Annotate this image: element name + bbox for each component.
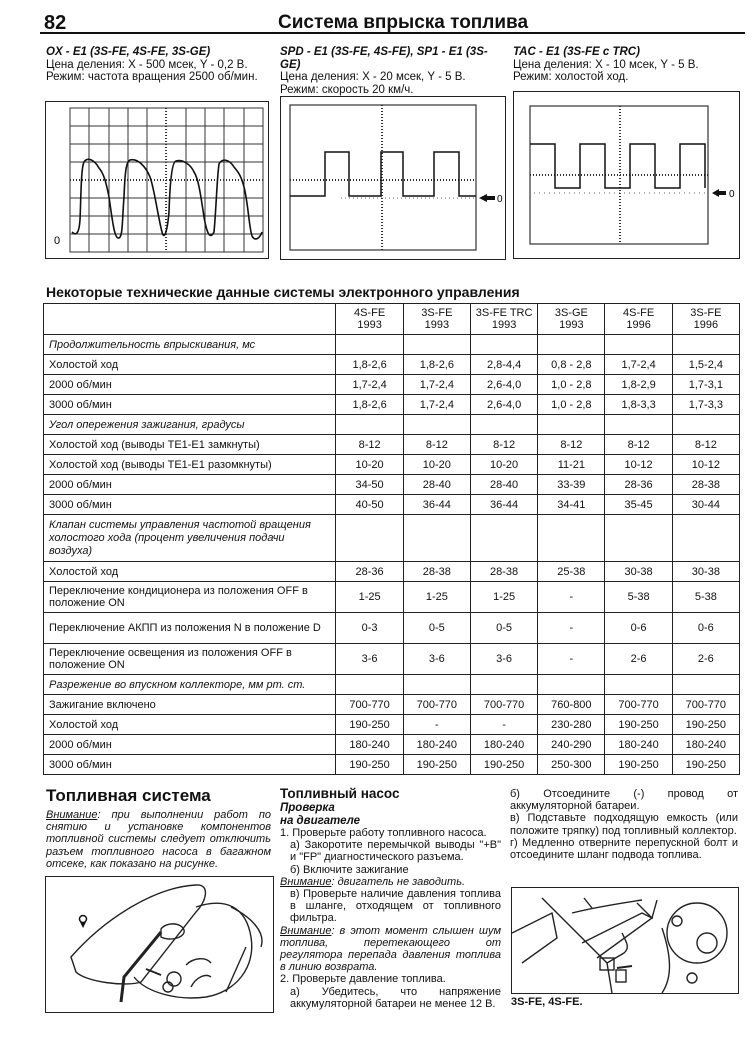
column-year: 1993: [357, 319, 382, 331]
table-cell: 8-12: [403, 435, 470, 455]
table-cell: 190-250: [470, 755, 537, 775]
table-cell: 700-770: [336, 695, 403, 715]
trunk-illustration: [46, 877, 273, 1012]
table-cell: 28-40: [470, 475, 537, 495]
zero-label: 0: [497, 194, 503, 205]
fuel-bolt-figure: [511, 887, 739, 994]
table-cell: [336, 675, 403, 695]
oscillogram-title: SPD - E1 (3S-FE, 4S-FE), SP1 - E1 (3S-GE): [280, 46, 488, 71]
table-category-row: [44, 335, 740, 355]
table-cell: 190-250: [672, 755, 739, 775]
table-cell: -: [403, 715, 470, 735]
table-cell: 25-38: [538, 562, 605, 582]
table-row: [44, 644, 740, 675]
table-cell: 3-6: [336, 644, 403, 675]
table-row: [44, 715, 740, 735]
column-header: [403, 304, 470, 335]
page-header: [40, 8, 745, 34]
table-cell: [403, 515, 470, 562]
table-row: [44, 735, 740, 755]
table-cell: 28-36: [336, 562, 403, 582]
row-label: Переключение кондиционера из положения OFF в положение ON: [44, 582, 336, 613]
table-cell: [470, 675, 537, 695]
oscillogram-mode: Режим: холостой ход.: [513, 71, 629, 83]
table-cell: [336, 515, 403, 562]
table-cell: 34-50: [336, 475, 403, 495]
table-cell: 35-45: [605, 495, 672, 515]
step-1c: в) Проверьте наличие давления топлива в шланге, отходящем от топливного фильтра.: [290, 888, 501, 925]
oscillogram-ox: [45, 101, 269, 259]
table-row: [44, 475, 740, 495]
column-year: 1996: [693, 319, 719, 331]
table-cell: 180-240: [470, 735, 537, 755]
table-cell: [605, 515, 672, 562]
table-cell: 28-38: [470, 562, 537, 582]
table-cell: 1,7-3,1: [672, 375, 739, 395]
table-category-row: [44, 415, 740, 435]
table-cell: 2,6-4,0: [470, 395, 537, 415]
column-header: [336, 304, 403, 335]
table-cell: 1,7-2,4: [336, 375, 403, 395]
table-cell: 30-38: [672, 562, 739, 582]
table-cell: 0-6: [672, 613, 739, 644]
table-cell: 1,8-2,6: [336, 355, 403, 375]
subheading-on-engine: на двигателе: [280, 814, 361, 827]
table-cell: [336, 335, 403, 355]
step-1: 1. Проверьте работу топливного насоса.: [280, 827, 487, 839]
table-cell: 1,8-2,6: [403, 355, 470, 375]
column-header: [672, 304, 739, 335]
warning-note: [280, 925, 501, 974]
table-cell: 36-44: [470, 495, 537, 515]
table-cell: 34-41: [538, 495, 605, 515]
row-label: 3000 об/мин: [44, 755, 336, 775]
oscillogram-spd: [280, 96, 506, 260]
table-row: [44, 355, 740, 375]
table-cell: 2-6: [605, 644, 672, 675]
table-cell: [538, 335, 605, 355]
fuel-pump-section: [280, 786, 501, 1010]
column-header: [470, 304, 537, 335]
table-cell: 28-40: [403, 475, 470, 495]
subheading-check: Проверка: [280, 802, 335, 814]
warning-label: Внимание: [280, 924, 332, 937]
zero-arrow-icon: [712, 189, 726, 197]
row-label: Угол опережения зажигания, градусы: [44, 415, 336, 435]
row-label: Холостой ход: [44, 715, 336, 735]
table-cell: 8-12: [672, 435, 739, 455]
row-label: 2000 об/мин: [44, 735, 336, 755]
oscillogram-spd-graph: [281, 97, 505, 259]
table-cell: 180-240: [336, 735, 403, 755]
column-engine: 3S-FE TRC: [475, 307, 533, 319]
right-column: [510, 788, 738, 861]
section-heading: Топливный насос: [280, 786, 400, 801]
row-label: Разрежение во впускном коллекторе, мм рт. ст.: [44, 675, 336, 695]
table-cell: 1-25: [336, 582, 403, 613]
table-cell: [403, 415, 470, 435]
table-cell: 5-38: [672, 582, 739, 613]
specs-table-body: [44, 304, 740, 775]
table-cell: 190-250: [672, 715, 739, 735]
table-cell: 1,5-2,4: [672, 355, 739, 375]
table-row: [44, 375, 740, 395]
table-cell: 10-20: [336, 455, 403, 475]
table-cell: [470, 515, 537, 562]
table-cell: 1,8-3,3: [605, 395, 672, 415]
table-cell: -: [538, 644, 605, 675]
table-cell: [538, 515, 605, 562]
table-cell: 11-21: [538, 455, 605, 475]
column-header: [605, 304, 672, 335]
table-category-row: [44, 675, 740, 695]
table-cell: 5-38: [605, 582, 672, 613]
step-2: 2. Проверьте давление топлива.: [280, 973, 446, 986]
zero-label: 0: [729, 189, 735, 200]
table-row: [44, 435, 740, 455]
table-cell: 10-20: [403, 455, 470, 475]
table-cell: 700-770: [672, 695, 739, 715]
table-cell: -: [538, 582, 605, 613]
table-cell: 1,7-2,4: [605, 355, 672, 375]
table-cell: 8-12: [538, 435, 605, 455]
row-label: Переключение освещения из положения OFF в положение ON: [44, 644, 336, 675]
table-cell: 1-25: [470, 582, 537, 613]
grid: [530, 106, 708, 244]
table-header-row: [44, 304, 740, 335]
table-row: [44, 562, 740, 582]
table-cell: -: [538, 613, 605, 644]
step-2c: в) Подставьте подходящую емкость (или положите тряпку) под топливный коллектор.: [510, 812, 738, 837]
table-cell: 190-250: [336, 715, 403, 735]
row-label: Клапан системы управления частотой вращения холостого хода (процент увеличения подачи воздуха): [44, 515, 336, 562]
table-cell: 1,7-2,4: [403, 375, 470, 395]
oscillogram-mode: Режим: частота вращения 2500 об/мин.: [46, 71, 258, 83]
oscillogram-caption-tac: [513, 46, 738, 84]
table-cell: [538, 675, 605, 695]
table-cell: [672, 515, 739, 562]
table-cell: 2-6: [672, 644, 739, 675]
column-year: 1993: [559, 319, 584, 331]
table-row: [44, 395, 740, 415]
table-row: [44, 582, 740, 613]
table-cell: 1,7-2,4: [403, 395, 470, 415]
table-cell: 3-6: [470, 644, 537, 675]
table-row: [44, 755, 740, 775]
column-engine: 3S-FE: [690, 307, 722, 319]
warning-note: [280, 876, 501, 888]
row-label: Переключение АКПП из положения N в положение D: [44, 613, 336, 644]
table-title: Некоторые технические данные системы электронного управления: [46, 284, 520, 300]
row-label: Зажигание включено: [44, 695, 336, 715]
table-cell: 700-770: [403, 695, 470, 715]
table-cell: 28-38: [403, 562, 470, 582]
table-cell: 230-280: [538, 715, 605, 735]
row-label: 2000 об/мин: [44, 475, 336, 495]
table-cell: [470, 415, 537, 435]
row-label: Продолжительность впрыскивания, мс: [44, 335, 336, 355]
table-cell: 40-50: [336, 495, 403, 515]
warning-text: : двигатель не заводить.: [331, 875, 466, 888]
table-cell: 10-12: [605, 455, 672, 475]
column-year: 1993: [424, 319, 450, 331]
table-cell: 8-12: [470, 435, 537, 455]
warning-text: : в этот момент слышен шум топлива, перетекающего от регулятора перепада давления топлива в линию возврата.: [280, 924, 501, 974]
row-label: 3000 об/мин: [44, 495, 336, 515]
table-cell: 10-20: [470, 455, 537, 475]
table-row: [44, 613, 740, 644]
table-cell: [672, 675, 739, 695]
step-2a: а) Убедитесь, что напряжение аккумуляторной батареи не менее 12 В.: [290, 985, 501, 1010]
fuel-system-section: [46, 786, 271, 870]
table-cell: [672, 415, 739, 435]
column-year: 1996: [626, 319, 651, 331]
page-title: Система впрыска топлива: [278, 12, 529, 33]
table-cell: [403, 335, 470, 355]
table-cell: [605, 335, 672, 355]
oscillogram-mode: Режим: скорость 20 км/ч.: [280, 83, 414, 96]
table-cell: 190-250: [605, 715, 672, 735]
table-row: [44, 695, 740, 715]
table-cell: 1-25: [403, 582, 470, 613]
oscillogram-ox-graph: [46, 102, 268, 258]
column-engine: 4S-FE: [623, 307, 655, 319]
fuel-pump-connector-figure: [45, 876, 274, 1013]
oscillogram-title: OX - E1 (3S-FE, 4S-FE, 3S-GE): [46, 46, 211, 58]
oscillogram-tac-graph: [514, 92, 739, 258]
step-2b: б) Отсоедините (-) провод от аккумуляторной батареи.: [510, 788, 738, 813]
warning-label: Внимание: [46, 809, 98, 821]
table-cell: 700-770: [470, 695, 537, 715]
header-empty-cell: [44, 304, 336, 335]
table-cell: 190-250: [403, 755, 470, 775]
table-cell: [403, 675, 470, 695]
table-cell: 30-38: [605, 562, 672, 582]
zero-arrow-icon: [479, 194, 495, 202]
column-engine: 4S-FE: [354, 307, 386, 319]
table-cell: 33-39: [538, 475, 605, 495]
table-cell: 180-240: [672, 735, 739, 755]
table-cell: 30-44: [672, 495, 739, 515]
table-cell: [538, 415, 605, 435]
table-cell: 700-770: [605, 695, 672, 715]
table-cell: 0-3: [336, 613, 403, 644]
table-cell: [605, 675, 672, 695]
table-cell: 190-250: [605, 755, 672, 775]
specs-table: [43, 303, 740, 775]
table-cell: [336, 415, 403, 435]
table-cell: 36-44: [403, 495, 470, 515]
row-label: Холостой ход: [44, 562, 336, 582]
table-cell: 1,0 - 2,8: [538, 395, 605, 415]
column-year: 1993: [491, 319, 517, 331]
grid: [290, 105, 476, 250]
table-cell: 0,8 - 2,8: [538, 355, 605, 375]
row-label: Холостой ход (выводы TE1-E1 разомкнуты): [44, 455, 336, 475]
oscillogram-scale: Цена деления: X - 20 мсек, Y - 5 В.: [280, 71, 466, 83]
oscillogram-scale: Цена деления: X - 500 мсек, Y - 0,2 В.: [46, 58, 248, 71]
row-label: 2000 об/мин: [44, 375, 336, 395]
warning-text: : при выполнении работ по снятию и установке компонентов топливной системы следует отключить разъем топливного насоса в багажном отсеке, как показано на рисунке.: [46, 809, 271, 870]
table-cell: 180-240: [605, 735, 672, 755]
oscillogram-title: TAC - E1 (3S-FE с TRC): [513, 46, 640, 58]
step-1a: а) Закоротите перемычкой выводы "+B" и "FP" диагностического разъема.: [290, 839, 501, 864]
table-cell: 8-12: [336, 435, 403, 455]
column-header: [538, 304, 605, 335]
table-cell: 3-6: [403, 644, 470, 675]
table-cell: -: [470, 715, 537, 735]
section-heading: Топливная система: [46, 786, 211, 805]
oscillogram-caption-spd: [280, 46, 505, 96]
location-pin-icon: [80, 916, 87, 929]
table-row: [44, 495, 740, 515]
column-engine: 3S-FE: [421, 307, 453, 319]
row-label: Холостой ход (выводы TE1-E1 замкнуты): [44, 435, 336, 455]
table-cell: [605, 415, 672, 435]
table-cell: 1,7-3,3: [672, 395, 739, 415]
table-cell: 250-300: [538, 755, 605, 775]
table-cell: 2,8-4,4: [470, 355, 537, 375]
oscillogram-scale: Цена деления: X - 10 мсек, Y - 5 В.: [513, 58, 699, 71]
engine-illustration: [512, 888, 738, 993]
table-cell: 180-240: [403, 735, 470, 755]
table-cell: 10-12: [672, 455, 739, 475]
table-cell: 1,8-2,6: [336, 395, 403, 415]
table-cell: [470, 335, 537, 355]
table-row: [44, 455, 740, 475]
figure-caption: 3S-FE, 4S-FE.: [511, 996, 583, 1008]
row-label: 3000 об/мин: [44, 395, 336, 415]
warning-label: Внимание: [280, 875, 332, 888]
row-label: Холостой ход: [44, 355, 336, 375]
table-category-row: [44, 515, 740, 562]
table-cell: 28-36: [605, 475, 672, 495]
warning-note: [46, 809, 271, 870]
table-cell: 0-6: [605, 613, 672, 644]
page-number: 82: [44, 12, 67, 34]
tac-signal-trace: [530, 144, 705, 188]
table-cell: 0-5: [403, 613, 470, 644]
table-cell: 1,8-2,9: [605, 375, 672, 395]
table-cell: 0-5: [470, 613, 537, 644]
table-cell: 1,0 - 2,8: [538, 375, 605, 395]
oscillogram-tac: [513, 91, 740, 259]
table-cell: [672, 335, 739, 355]
step-2d: г) Медленно отверните перепускной болт и отсоедините шланг подвода топлива.: [510, 836, 738, 862]
table-cell: 190-250: [336, 755, 403, 775]
table-cell: 28-38: [672, 475, 739, 495]
table-cell: 240-290: [538, 735, 605, 755]
zero-label: 0: [54, 235, 61, 247]
column-engine: 3S-GE: [554, 307, 588, 319]
table-cell: 2,6-4,0: [470, 375, 537, 395]
table-cell: 760-800: [538, 695, 605, 715]
oscillogram-caption-ox: [46, 46, 268, 84]
table-cell: 8-12: [605, 435, 672, 455]
step-1b: б) Включите зажигание: [290, 863, 409, 876]
